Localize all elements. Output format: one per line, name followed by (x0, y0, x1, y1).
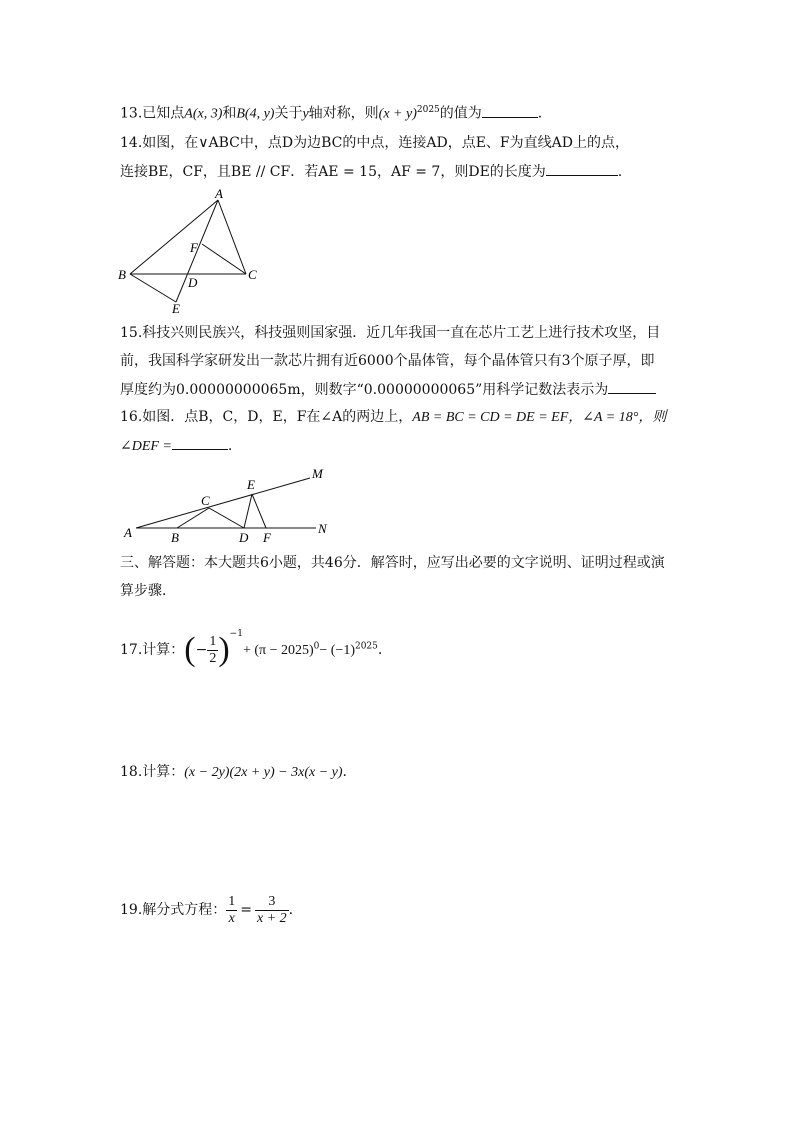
q13-point-a: A(x, 3) (184, 106, 223, 122)
q19-fraction-right (255, 894, 289, 927)
figure-14-triangle (110, 188, 270, 318)
label-c: C (248, 267, 257, 282)
question-15-line-3 (120, 379, 656, 400)
label-e: E (172, 301, 180, 316)
label-a: A (124, 525, 132, 540)
q19-equals: = (240, 902, 252, 918)
q13-text-3: 关于 (274, 105, 303, 122)
q13-exponent: 2025 (416, 105, 440, 115)
question-19 (120, 890, 293, 930)
section-3-heading-line-2: 算步骤． (120, 583, 176, 599)
q13-point-b: B(4, y) (236, 106, 275, 122)
q17-right-paren: ) (218, 631, 230, 668)
q14-period: . (617, 164, 623, 180)
q17-label: 17.计算： (120, 642, 185, 658)
label-n: N (318, 521, 327, 536)
label-b: B (118, 267, 126, 282)
q18-expression: (x − 2y)(2x + y) − 3x(x − y) (184, 765, 343, 780)
q17-term-3: − (−1) (319, 643, 355, 658)
question-16-line-2 (120, 435, 232, 457)
q18-label: 18.计算： (120, 764, 185, 780)
seg-de (244, 494, 252, 528)
label-c: C (201, 493, 210, 508)
q17-minus: − (195, 642, 208, 658)
q19-denominator-1: x (228, 910, 235, 926)
q15-answer-blank[interactable] (608, 379, 656, 394)
figure-16-angle (120, 462, 340, 548)
seg-fc (202, 244, 246, 274)
q16-period: . (227, 438, 233, 454)
q13-expression: (x + y) (378, 106, 417, 122)
question-13 (120, 100, 542, 125)
seg-bc (177, 508, 209, 528)
q17-left-paren: ( (184, 631, 196, 668)
label-d: D (239, 530, 249, 545)
question-14-line-2 (120, 161, 622, 182)
q14-answer-blank[interactable] (546, 161, 618, 176)
q19-denominator-2: x + 2 (257, 910, 287, 926)
question-16-line-1 (120, 407, 666, 428)
ray-am (136, 478, 310, 528)
q13-text-2: 和 (222, 105, 237, 122)
label-m: M (312, 466, 323, 481)
label-d: D (188, 275, 198, 290)
q15-line3-text: 厚度约为0.00000000065m，则数字“0.00000000065”用科学记数法表示为 (120, 382, 609, 398)
q17-fraction (207, 634, 218, 667)
q13-text-4: 轴对称，则 (308, 105, 379, 122)
q17-denominator: 2 (209, 650, 217, 666)
question-15-line-2: 前，我国科学家研发出一款芯片拥有近6000个晶体管，每个晶体管只有3个原子厚，即 (120, 353, 655, 369)
q16-line1-text: 16.如图．点B，C，D，E，F在∠A的两边上， (120, 409, 413, 425)
question-18 (120, 762, 347, 783)
label-f: F (190, 240, 198, 255)
question-17 (120, 614, 382, 671)
label-b: B (171, 530, 179, 545)
q19-numerator-1: 1 (228, 893, 236, 909)
seg-ab (130, 200, 218, 274)
seg-cd (209, 508, 244, 528)
question-14-line-1: 14.如图，在∨ABC中，点D为边BC的中点，连接AD，点E、F为直线AD上的点， (120, 135, 629, 151)
q14-line2-text: 连接BE，CF，且BE // CF．若AE = 15，AF = 7，则DE的长度为 (120, 164, 546, 180)
q16-line1-math: AB = BC = CD = DE = EF，∠A = 18°，则 (412, 410, 667, 425)
question-15-line-1: 15.科技兴则民族兴，科技强则国家强．近几年我国一直在芯片工艺上进行技术攻坚，目 (120, 325, 661, 341)
q17-exp-3: 2025 (354, 641, 378, 652)
q13-axis: y (302, 106, 309, 122)
seg-be (130, 274, 176, 302)
q19-numerator-2: 3 (255, 894, 289, 911)
label-f: F (263, 530, 271, 545)
q18-period: . (342, 764, 347, 780)
section-3-heading-line-1: 三、解答题：本大题共6小题，共46分．解答时，应写出必要的文字说明、证明过程或演 (120, 555, 665, 571)
q19-fraction-left (226, 894, 237, 927)
q13-answer-blank[interactable] (482, 103, 538, 118)
q13-text: 已知点 (142, 105, 185, 122)
seg-ac (218, 200, 246, 274)
q17-period: . (377, 642, 383, 658)
q17-exp-2: 0 (313, 641, 320, 652)
q17-term-2: + (π − 2025) (242, 643, 314, 658)
label-e: E (247, 477, 255, 492)
q19-label: 19.解分式方程： (120, 902, 227, 918)
label-a: A (215, 188, 223, 201)
q13-text-5: 的值为 (439, 105, 482, 122)
q17-numerator: 1 (209, 633, 217, 649)
q16-answer-blank[interactable] (172, 435, 228, 450)
q13-period: . (537, 105, 543, 122)
q16-angle-def: ∠DEF = (120, 439, 172, 454)
q13-number: 13. (120, 105, 143, 122)
q17-exp-1: −1 (229, 629, 243, 639)
q19-period: . (288, 902, 294, 918)
seg-ef (252, 494, 266, 528)
